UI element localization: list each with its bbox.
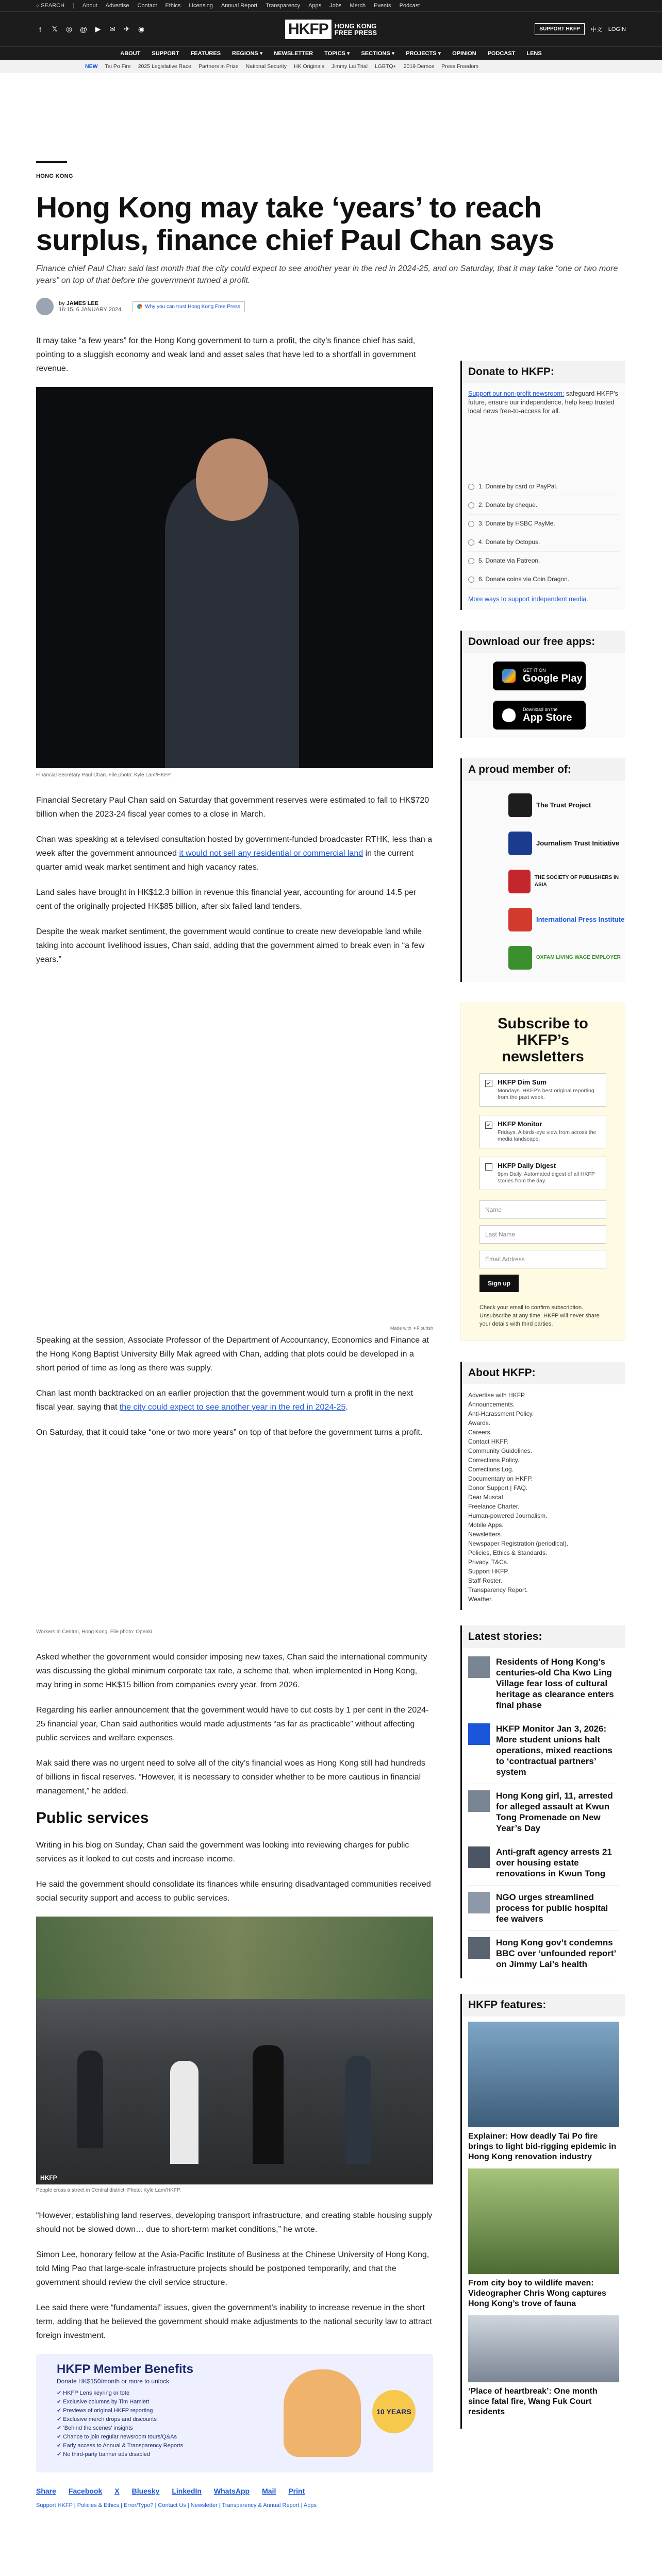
donate-body <box>462 383 625 610</box>
checkbox-icon <box>485 1163 492 1171</box>
new-badge: NEW <box>85 63 98 70</box>
util-link[interactable]: About <box>82 3 97 9</box>
share-linkedin[interactable]: LinkedIn <box>172 2487 202 2495</box>
nav-item[interactable]: TOPICS ▾ <box>324 50 350 57</box>
util-link[interactable]: Annual Report <box>221 3 258 9</box>
member-sopa[interactable]: THE SOCIETY OF PUBLISHERS IN ASIA <box>462 862 625 901</box>
member-ipi[interactable]: International Press Institute <box>462 901 625 939</box>
about-link[interactable]: Policies, Ethics & Standards. <box>468 1549 548 1556</box>
photo-central-workers <box>36 1451 433 1626</box>
social-links <box>36 25 145 33</box>
anniversary-badge: 10 YEARS <box>372 2390 416 2433</box>
about-link[interactable]: Announcements. <box>468 1401 515 1408</box>
radio-icon <box>468 577 474 583</box>
google-play-button[interactable]: GET IT ON Google Play <box>493 662 586 690</box>
sidebar <box>460 361 625 2429</box>
about-link[interactable]: Staff Roster. <box>468 1577 502 1584</box>
radio-icon <box>468 539 474 546</box>
radio-icon <box>468 484 474 490</box>
about-link[interactable]: Weather. <box>468 1596 493 1603</box>
photo-subject-face <box>196 438 268 521</box>
author-avatar <box>36 298 54 315</box>
photo-caption: Financial Secretary Paul Chan. File photo: Kyle Lam/HKFP. <box>36 772 172 778</box>
threads-icon[interactable]: @ <box>79 25 88 33</box>
brand-bar <box>0 11 662 46</box>
benefit-item: ✔ Chance to join regular newsroom tours/Q&As <box>57 2433 412 2442</box>
trust-badge[interactable] <box>133 301 245 312</box>
search-link[interactable]: ⌕ SEARCH <box>36 2 65 9</box>
jti-icon <box>508 832 532 855</box>
newsletter-form <box>479 1200 606 1292</box>
about-link[interactable]: Awards. <box>468 1419 491 1427</box>
section-heading: Public services <box>36 1809 149 1826</box>
trending-link[interactable]: Jimmy Lai Trial <box>331 63 368 70</box>
login-link[interactable]: LOGIN <box>608 26 626 32</box>
inline-link[interactable]: the city could expect to see another year in the red in 2024-25 <box>119 1403 346 1412</box>
apps-body <box>462 653 625 738</box>
photo-watermark: HKFP <box>40 2174 57 2181</box>
utility-bar <box>0 0 662 11</box>
donate-option[interactable]: 5. Donate via Patreon. <box>468 552 619 570</box>
about-link[interactable]: Corrections Policy. <box>468 1456 520 1464</box>
embedded-chart <box>36 978 433 1333</box>
nav-item[interactable]: ABOUT <box>120 50 141 57</box>
member-jti[interactable]: Journalism Trust Initiative <box>462 824 625 862</box>
article-kicker[interactable]: HONG KONG <box>36 173 73 179</box>
donate-option[interactable]: 3. Donate by HSBC PayMe. <box>468 515 619 533</box>
ipi-icon <box>508 908 532 931</box>
donate-option[interactable]: 4. Donate by Octopus. <box>468 533 619 552</box>
story-thumbnail <box>468 1656 490 1678</box>
paragraph: He said the government should consolidate its finances while ensuring disadvantaged communities received social security support and access to public services. <box>36 1880 431 1903</box>
paragraph: Writing in his blog on Sunday, Chan said the government was looking into reviewing charges for public services as it looked to cut costs and increase income. <box>36 1841 409 1863</box>
story-thumbnail <box>468 1846 490 1868</box>
story-thumbnail <box>468 1892 490 1913</box>
paragraph: Simon Lee, honorary fellow at the Asia-Pacific Institute of Business at the Chinese University of Hong Kong, told Ming Pao that large-scale infrastructure projects should be postponed temporarily, and that the government should review the civil service structure. <box>36 2250 429 2287</box>
newsletter-title: Subscribe to HKFP’s newsletters <box>498 1015 588 1065</box>
benefit-item: ✔ Exclusive merch drops and discounts <box>57 2415 412 2424</box>
nav-item[interactable]: LENS <box>526 50 542 57</box>
trending-link[interactable]: LGBTQ+ <box>374 63 396 70</box>
feature-title[interactable]: From city boy to wildlife maven: Videographer Chris Wong captures Hong Kong’s trove of fauna <box>468 2279 606 2308</box>
member-trust-project[interactable]: The Trust Project <box>462 786 625 824</box>
author-name[interactable]: by JAMES LEE <box>59 300 99 307</box>
paragraph: “However, establishing land reserves, developing transport infrastructure, and creating stable housing supply should not be slowed down… due to short-term market conditions,” he wrote. <box>36 2211 433 2234</box>
paragraph: Lee said there were “fundamental” issues, given the government’s inability to increase revenue in the short term, adding that he believed the government should make adjustments to the national security law to attract foreign investment. <box>36 2303 432 2340</box>
about-link[interactable]: Contact HKFP. <box>468 1438 509 1445</box>
about-link[interactable]: Anti-Harassment Policy. <box>468 1410 534 1417</box>
story-thumbnail <box>468 1937 490 1959</box>
donate-option[interactable]: 2. Donate by cheque. <box>468 496 619 515</box>
features-title: HKFP features: <box>462 1994 625 2016</box>
sopa-icon <box>508 870 531 893</box>
newsletter-option[interactable]: ✔ HKFP Dim Sum Mondays. HKFP’s best original reporting from the past week. <box>479 1073 606 1107</box>
app-store-button[interactable]: Download on the App Store <box>493 701 586 730</box>
feature-title[interactable]: Explainer: How deadly Tai Po fire brings to light bid-rigging epidemic in Hong Kong renovation industry <box>468 2132 617 2161</box>
about-link[interactable]: Documentary on HKFP. <box>468 1475 533 1482</box>
about-link[interactable]: Mobile Apps. <box>468 1521 504 1529</box>
donate-title: Donate to HKFP: <box>462 361 625 383</box>
deer-mascot-icon <box>284 2369 361 2457</box>
donate-option[interactable]: 6. Donate coins via Coin Dragon. <box>468 570 619 589</box>
trust-project-icon <box>508 793 532 817</box>
donate-widget <box>460 361 625 610</box>
benefit-item: ✔ Previews of original HKFP reporting <box>57 2406 412 2415</box>
trust-badge-label: Why you can trust Hong Kong Free Press <box>145 303 240 310</box>
inline-link[interactable]: it would not sell any residential or commercial land <box>179 849 363 858</box>
latest-story[interactable]: Residents of Hong Kong’s centuries-old Cha Kwo Ling Village fear loss of cultural heritage as clearance enters final phase <box>468 1650 619 1717</box>
main-nav <box>0 46 662 60</box>
util-link[interactable]: Jobs <box>329 3 342 9</box>
article-body <box>36 334 433 2509</box>
photo-caption: People cross a street in Central district. Photo: Kyle Lam/HKFP. <box>36 2188 181 2193</box>
photo-paul-chan <box>36 387 433 768</box>
donate-spacer <box>468 421 619 478</box>
nav-item[interactable]: SECTIONS ▾ <box>361 50 395 57</box>
nav-item[interactable]: NEWSLETTER <box>274 50 313 57</box>
about-link[interactable]: Advertise with HKFP. <box>468 1392 526 1399</box>
util-link[interactable]: Ethics <box>165 3 181 9</box>
donate-intro: Support our non-profit newsroom: safeguard HKFP’s future, ensure our independence, help keep trusted local news free-to-access for all. <box>468 390 618 415</box>
checkbox-icon: ✔ <box>485 1122 492 1129</box>
checkbox-icon: ✔ <box>485 1080 492 1087</box>
nav-item[interactable]: REGIONS ▾ <box>232 50 263 57</box>
util-link[interactable]: Apps <box>308 3 322 9</box>
feature-image[interactable] <box>468 2168 619 2274</box>
donate-option[interactable]: 1. Donate by card or PayPal. <box>468 478 619 496</box>
article-title: Hong Kong may take ‘years’ to reach surplus, finance chief Paul Chan says <box>36 191 554 257</box>
search-label: SEARCH <box>41 2 65 9</box>
feature-title[interactable]: ‘Place of heartbreak’: One month since fatal fire, Wang Fuk Court residents <box>468 2387 598 2416</box>
latest-title: Latest stories: <box>462 1625 625 1648</box>
facebook-icon[interactable]: f <box>39 25 41 33</box>
paragraph: Chan was speaking at a televised consultation hosted by government-funded broadcaster RTHK, less than a week after the government announced it would not sell any residential or commercial land in the current quarter amid weak market sentiment and high vacancy rates. <box>36 835 433 872</box>
share-x[interactable]: X <box>114 2487 120 2495</box>
story-thumbnail <box>468 1790 490 1812</box>
nav-item[interactable]: PODCAST <box>487 50 516 57</box>
util-link[interactable]: Advertise <box>105 3 129 9</box>
about-link[interactable]: Transparency Report. <box>468 1586 528 1594</box>
divider: | <box>73 3 74 9</box>
article-footer-links[interactable]: Support HKFP | Policies & Ethics | Error/Typo? | Contact Us | Newsletter | Transparency & Annual Report | Apps <box>36 2502 317 2509</box>
about-link[interactable]: Community Guidelines. <box>468 1447 533 1454</box>
util-link[interactable]: Transparency <box>266 3 301 9</box>
nav-item[interactable]: SUPPORT <box>152 50 179 57</box>
trending-link[interactable]: 2025 Legislative Race <box>138 63 192 70</box>
photo-pedestrian <box>345 2056 371 2164</box>
flourish-credit[interactable]: Made with ✦Flourish <box>390 1326 433 1331</box>
share-print[interactable]: Print <box>288 2487 305 2495</box>
benefit-item: ✔ HKFP Lens keyring or tote <box>57 2389 412 2398</box>
about-link[interactable]: Careers. <box>468 1429 492 1436</box>
trending-link[interactable]: Partners in Prize <box>198 63 239 70</box>
publish-date: 16:15, 6 JANUARY 2024 <box>59 307 122 313</box>
about-link[interactable]: Support HKFP. <box>468 1568 509 1575</box>
util-link[interactable]: Podcast <box>399 3 420 9</box>
trending-link[interactable]: Press Freedom <box>441 63 479 70</box>
util-link[interactable]: Merch <box>350 3 366 9</box>
latest-story[interactable]: Hong Kong gov’t condemns BBC over ‘unfounded report’ on Jimmy Lai’s health <box>468 1931 619 1976</box>
logo-mark: HKFP <box>285 20 332 39</box>
latest-story[interactable]: NGO urges streamlined process for public hospital fee waivers <box>468 1886 619 1931</box>
member-benefits-banner[interactable] <box>36 2354 433 2472</box>
rss-icon[interactable]: ◉ <box>138 25 145 33</box>
paragraph: Land sales have brought in HK$12.3 billion in revenue this financial year, accounting for around 14.5 per cent of the originally projected HK$85 billion, after six failed land tenders. <box>36 888 417 911</box>
newsletter-option[interactable]: HKFP Daily Digest 9pm Daily. Automated digest of all HKFP stories from the day. <box>479 1157 606 1190</box>
paragraph: Regarding his earlier announcement that the government would have to cut costs by 1 per cent in the 2024-25 financial year, Chan said authorities would made adjustments “as far as practicable” without affecting public services and welfare expenses. <box>36 1706 429 1742</box>
share-bluesky[interactable]: Bluesky <box>131 2487 160 2495</box>
share-whatsapp[interactable]: WhatsApp <box>213 2487 250 2495</box>
members-widget <box>460 758 625 982</box>
paragraph: Chan last month backtracked on an earlier projection that the government would turn a profit in the next fiscal year, saying that the city could expect to see another year in the red in 2024-25. <box>36 1389 413 1412</box>
youtube-icon[interactable]: ▶ <box>95 25 101 33</box>
latest-list <box>462 1648 625 1978</box>
about-link[interactable]: Corrections Log. <box>468 1466 514 1473</box>
site-logo[interactable] <box>285 20 377 39</box>
paragraph: It may take “a few years” for the Hong Kong government to turn a profit, the city’s finance chief has said, pointing to a sluggish economy and weak land and asset sales that have led to a shortfall in government revenue. <box>36 336 416 373</box>
trending-link[interactable]: Tai Po Fire <box>105 63 131 70</box>
util-link[interactable]: Events <box>373 3 391 9</box>
article-header <box>36 161 626 315</box>
benefit-item: ✔ ‘Behind the scenes’ insights <box>57 2424 412 2433</box>
paragraph: Mak said there was no urgent need to solve all of the city’s financial woes as Hong Kong still had hundreds of billions in fiscal reserves. “However, it is necessary to consider whether to be more cautious in financial management,” he added. <box>36 1759 425 1795</box>
share-facebook[interactable]: Facebook <box>68 2487 103 2495</box>
share-mail[interactable]: Mail <box>262 2487 276 2495</box>
util-link[interactable]: Contact <box>137 3 157 9</box>
photo-trees <box>36 1917 433 1999</box>
x-icon[interactable]: 𝕏 <box>52 25 58 33</box>
feature-image[interactable] <box>468 2022 619 2127</box>
last-name-input[interactable]: Last Name <box>479 1225 606 1244</box>
share-link[interactable]: Share <box>36 2487 56 2495</box>
trending-link[interactable]: National Security <box>245 63 287 70</box>
google-icon <box>137 304 142 309</box>
byline <box>36 298 626 315</box>
apps-title: Download our free apps: <box>462 631 625 653</box>
radio-icon <box>468 502 474 509</box>
paragraph: Financial Secretary Paul Chan said on Saturday that government reserves were estimated to fall to HK$720 billion when the 2023-24 fiscal year comes to a close in March. <box>36 796 429 819</box>
mail-icon[interactable]: ✉ <box>109 25 115 33</box>
about-link[interactable]: Newsletters. <box>468 1531 503 1538</box>
kicker-rule <box>36 161 67 163</box>
about-widget <box>460 1362 625 1610</box>
instagram-icon[interactable]: ◎ <box>65 25 73 33</box>
donate-intro-link[interactable]: Support our non-profit newsroom: <box>468 390 565 397</box>
story-thumbnail <box>468 1723 490 1745</box>
about-link[interactable]: Newspaper Registration (periodical). <box>468 1540 569 1547</box>
newsletter-option[interactable]: ✔ HKFP Monitor Fridays. A birds-eye view from across the media landscape. <box>479 1115 606 1148</box>
about-list <box>462 1384 625 1610</box>
benefits-title: HKFP Member Benefits <box>57 2362 193 2376</box>
name-input[interactable]: Name <box>479 1200 606 1219</box>
apple-icon <box>502 708 516 722</box>
photo-pedestrian <box>170 2061 198 2164</box>
member-title: A proud member of: <box>462 758 625 781</box>
signup-button[interactable]: Sign up <box>479 1275 519 1292</box>
telegram-icon[interactable]: ✈ <box>124 25 130 33</box>
share-bar <box>36 2487 433 2495</box>
member-oxfam[interactable]: OXFAM LIVING WAGE EMPLOYER <box>462 939 625 977</box>
nav-item[interactable]: FEATURES <box>190 50 221 57</box>
features-widget <box>460 1994 625 2429</box>
about-link[interactable]: Freelance Charter. <box>468 1503 520 1510</box>
paragraph: Despite the weak market sentiment, the government would continue to create new developable land while taking into account livelihood issues, Chan said, adding that the government aimed to break even in “a few years.” <box>36 927 425 964</box>
latest-story[interactable]: Hong Kong girl, 11, arrested for alleged assault at Kwun Tong Promenade on New Year’s Day <box>468 1784 619 1840</box>
photo-pedestrian <box>253 2045 284 2164</box>
logo-text: HONG KONG FREE PRESS <box>334 22 377 37</box>
nav-item[interactable]: PROJECTS ▾ <box>406 50 441 57</box>
features-list <box>462 2016 625 2429</box>
about-link[interactable]: Dear Muscat. <box>468 1494 505 1501</box>
photo-caption: Workers in Central, Hong Kong. File photo: Openki. <box>36 1629 154 1635</box>
benefit-item: ✔ No third-party banner ads disabled <box>57 2450 412 2459</box>
about-title: About HKFP: <box>462 1362 625 1384</box>
benefits-subtitle: Donate HK$150/month or more to unlock <box>57 2378 170 2385</box>
language-link[interactable]: 中文 <box>590 26 602 33</box>
latest-story[interactable]: Anti-graft agency arrests 21 over housing estate renovations in Kwun Tong <box>468 1840 619 1886</box>
util-link[interactable]: Licensing <box>189 3 213 9</box>
about-link[interactable]: Privacy, T&Cs. <box>468 1558 509 1566</box>
photo-pedestrian <box>77 2050 103 2148</box>
google-play-icon <box>502 669 516 683</box>
oxfam-icon <box>508 946 532 970</box>
newsletter-note: Check your email to confirm subscription. Unsubscribe at any time. HKFP will never share your details with third parties. <box>479 1304 600 1327</box>
latest-story[interactable]: HKFP Monitor Jan 3, 2026: More student unions halt operations, mixed reactions to ‘contractual partners’ system <box>468 1717 619 1784</box>
benefit-item: ✔ Early access to Annual & Transparency Reports <box>57 2442 412 2450</box>
members-body <box>462 781 625 982</box>
brand-actions <box>535 23 626 35</box>
article-lede: Finance chief Paul Chan said last month that the city could expect to see another year in the red in 2024-25, and on Saturday, that it may take “one or two more years” on top of that before the government turned a profit. <box>36 264 618 285</box>
about-link[interactable]: Donor Support | FAQ. <box>468 1484 528 1492</box>
byline-text <box>59 300 121 313</box>
email-input[interactable]: Email Address <box>479 1250 606 1268</box>
trending-link[interactable]: HK Originals <box>294 63 324 70</box>
benefit-item: ✔ Exclusive columns by Tim Hamlett <box>57 2398 412 2406</box>
about-link[interactable]: Human-powered Journalism. <box>468 1512 548 1519</box>
latest-widget <box>460 1625 625 1978</box>
trending-bar <box>0 60 662 73</box>
newsletter-widget <box>460 1003 625 1341</box>
nav-item[interactable]: OPINION <box>452 50 476 57</box>
paragraph: Speaking at the session, Associate Professor of the Department of Accountancy, Economics and Finance at the Hong Kong Baptist University Billy Mak agreed with Chan, adding that plots could be developed in a short period of time as long as there was supply. <box>36 1336 429 1372</box>
radio-icon <box>468 558 474 564</box>
feature-image[interactable] <box>468 2315 619 2382</box>
donate-more-link[interactable]: More ways to support independent media. <box>468 596 588 603</box>
trending-link[interactable]: 2019 Demos <box>403 63 435 70</box>
paragraph: On Saturday, that it could take “one or two more years” on top of that before the government turns a profit. <box>36 1428 423 1437</box>
support-button[interactable]: SUPPORT HKFP <box>535 23 584 35</box>
photo-street-crossing <box>36 1917 433 2184</box>
paragraph: Asked whether the government would consider imposing new taxes, Chan said the international community was discussing the global minimum corporate tax rate, a scheme that, when implemented in Hong Kong, may bring in some HK$15 billion from companies every year, from 2026. <box>36 1653 427 1689</box>
apps-widget <box>460 631 625 738</box>
radio-icon <box>468 521 474 527</box>
